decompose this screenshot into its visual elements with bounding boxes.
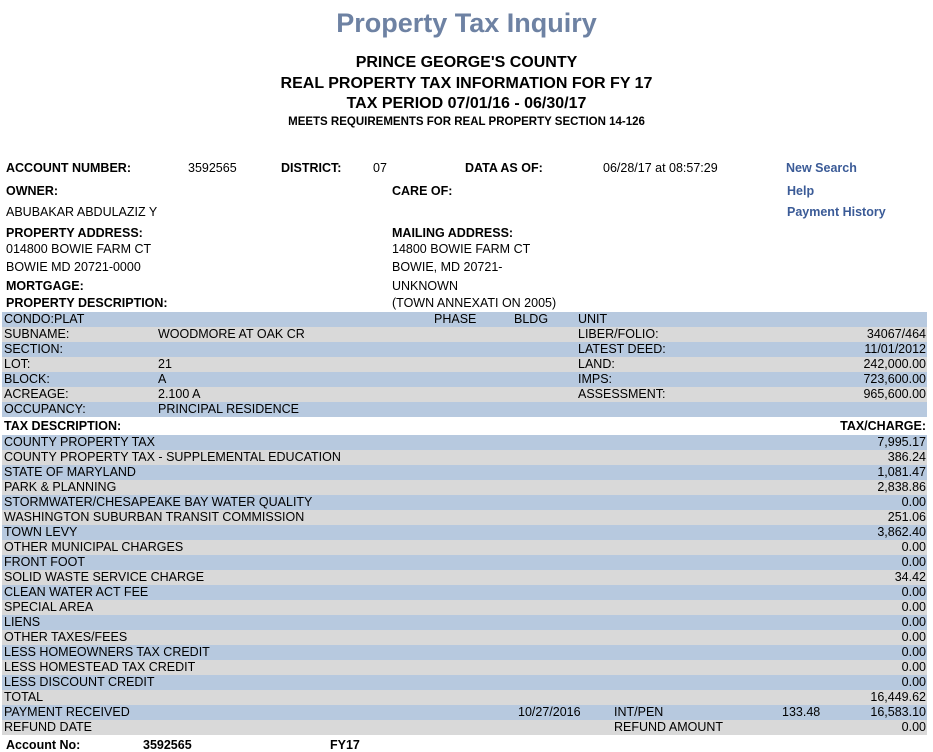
liber-folio-value: 34067/464 xyxy=(866,327,926,341)
tax-row-label: STORMWATER/CHESAPEAKE BAY WATER QUALITY xyxy=(4,495,313,509)
tax-row xyxy=(2,675,927,690)
tax-row xyxy=(2,435,927,450)
tax-row-label: OTHER MUNICIPAL CHARGES xyxy=(4,540,184,554)
mailing-address-line1: 14800 BOWIE FARM CT xyxy=(392,242,531,256)
acreage-row xyxy=(2,387,927,402)
tax-row-label: LESS HOMESTEAD TAX CREDIT xyxy=(4,660,196,674)
assessment-label: ASSESSMENT: xyxy=(578,387,666,401)
tax-row-label: LESS HOMEOWNERS TAX CREDIT xyxy=(4,645,210,659)
property-address-line1: 014800 BOWIE FARM CT xyxy=(6,242,152,256)
tax-row xyxy=(2,510,927,525)
info-heading: REAL PROPERTY TAX INFORMATION FOR FY 17 xyxy=(280,75,653,92)
mailing-address-line4: (TOWN ANNEXATI ON 2005) xyxy=(392,296,557,310)
tax-row-value: 7,995.17 xyxy=(877,435,926,449)
tax-row-value: 0.00 xyxy=(901,645,926,659)
tax-row-label: LESS DISCOUNT CREDIT xyxy=(4,675,155,689)
condo-plat-label: CONDO:PLAT xyxy=(4,312,85,326)
tax-row-value: 3,862.40 xyxy=(877,525,926,539)
condo-plat-row xyxy=(2,312,927,327)
mailing-address-line3: UNKNOWN xyxy=(392,279,458,293)
tax-row-label: COUNTY PROPERTY TAX xyxy=(4,435,155,449)
tax-row xyxy=(2,555,927,570)
bldg-label: BLDG xyxy=(514,312,549,326)
tax-row-value: 0.00 xyxy=(901,630,926,644)
occupancy-row xyxy=(2,402,927,417)
block-value: A xyxy=(158,372,167,386)
tax-row xyxy=(2,660,927,675)
owner-value: ABUBAKAR ABDULAZIZ Y xyxy=(6,205,158,219)
tax-row xyxy=(2,570,927,585)
int-pen-label: INT/PEN xyxy=(614,705,664,719)
district-value: 07 xyxy=(373,161,387,175)
period-heading: TAX PERIOD 07/01/16 - 06/30/17 xyxy=(346,95,587,112)
total-label: TOTAL xyxy=(4,690,44,704)
tax-description-header: TAX DESCRIPTION: xyxy=(4,419,122,433)
total-row xyxy=(2,690,927,705)
tax-row-label: FRONT FOOT xyxy=(4,555,86,569)
tax-row-value: 251.06 xyxy=(887,510,926,524)
latest-deed-value: 11/01/2012 xyxy=(864,342,926,356)
owner-label: OWNER: xyxy=(6,184,59,198)
refund-amount-value: 0.00 xyxy=(901,720,926,734)
payment-date: 10/27/2016 xyxy=(518,705,581,719)
tax-row-value: 0.00 xyxy=(901,600,926,614)
tax-row xyxy=(2,630,927,645)
tax-row-value: 0.00 xyxy=(901,585,926,599)
payment-row xyxy=(2,705,927,720)
int-pen-value: 133.48 xyxy=(782,705,821,719)
tax-row-label: LIENS xyxy=(4,615,41,629)
land-value: 242,000.00 xyxy=(863,357,926,371)
tax-row-label: OTHER TAXES/FEES xyxy=(4,630,128,644)
subname-row xyxy=(2,327,927,342)
phase-label: PHASE xyxy=(434,312,477,326)
tax-header-row xyxy=(2,419,927,434)
tax-row-label: COUNTY PROPERTY TAX - SUPPLEMENTAL EDUCATION xyxy=(4,450,341,464)
tax-row xyxy=(2,600,927,615)
property-description-label: PROPERTY DESCRIPTION: xyxy=(6,296,168,310)
tax-row-label: TOWN LEVY xyxy=(4,525,78,539)
subname-label: SUBNAME: xyxy=(4,327,70,341)
section-label: SECTION: xyxy=(4,342,64,356)
account-number-value: 3592565 xyxy=(188,161,237,175)
footer-account-label: Account No: xyxy=(6,738,81,752)
tax-row-label: SOLID WASTE SERVICE CHARGE xyxy=(4,570,205,584)
acreage-label: ACREAGE: xyxy=(4,387,69,401)
tax-row xyxy=(2,615,927,630)
unit-label: UNIT xyxy=(578,312,608,326)
tax-row xyxy=(2,645,927,660)
property-address-label: PROPERTY ADDRESS: xyxy=(6,226,143,240)
page-title: Property Tax Inquiry xyxy=(336,8,597,38)
footer-account-value: 3592565 xyxy=(143,738,192,752)
tax-charge-header: TAX/CHARGE: xyxy=(840,419,926,433)
tax-row-value: 0.00 xyxy=(901,540,926,554)
tax-row-label: SPECIAL AREA xyxy=(4,600,94,614)
footer-fy: FY17 xyxy=(330,738,360,752)
tax-row-value: 0.00 xyxy=(901,675,926,689)
tax-row xyxy=(2,540,927,555)
refund-amount-label: REFUND AMOUNT xyxy=(614,720,724,734)
payment-history-link[interactable]: Payment History xyxy=(787,205,886,219)
refund-date-label: REFUND DATE xyxy=(4,720,92,734)
assessment-value: 965,600.00 xyxy=(863,387,926,401)
tax-row-label: PARK & PLANNING xyxy=(4,480,117,494)
tax-row xyxy=(2,465,927,480)
payment-amount: 16,583.10 xyxy=(870,705,926,719)
imps-value: 723,600.00 xyxy=(863,372,926,386)
tax-row xyxy=(2,525,927,540)
requirements-heading: MEETS REQUIREMENTS FOR REAL PROPERTY SECTION 14-126 xyxy=(288,116,645,128)
tax-row xyxy=(2,450,927,465)
refund-row xyxy=(2,720,927,735)
tax-row-value: 2,838.86 xyxy=(877,480,926,494)
tax-row-value: 1,081.47 xyxy=(877,465,926,479)
tax-row xyxy=(2,585,927,600)
tax-row-label: STATE OF MARYLAND xyxy=(4,465,136,479)
tax-row-value: 34.42 xyxy=(894,570,926,584)
block-label: BLOCK: xyxy=(4,372,50,386)
mortgage-label: MORTGAGE: xyxy=(6,279,84,293)
help-link[interactable]: Help xyxy=(787,184,815,198)
tax-row xyxy=(2,495,927,510)
acreage-value: 2.100 A xyxy=(158,387,201,401)
data-as-of-label: DATA AS OF: xyxy=(465,161,543,175)
district-label: DISTRICT: xyxy=(281,161,342,175)
lot-value: 21 xyxy=(158,357,172,371)
section-row xyxy=(2,342,927,357)
latest-deed-label: LATEST DEED: xyxy=(578,342,666,356)
tax-row-label: CLEAN WATER ACT FEE xyxy=(4,585,149,599)
occupancy-value: PRINCIPAL RESIDENCE xyxy=(158,402,300,416)
block-row xyxy=(2,372,927,387)
mailing-address-label: MAILING ADDRESS: xyxy=(392,226,514,240)
property-address-line2: BOWIE MD 20721-0000 xyxy=(6,260,141,274)
liber-folio-label: LIBER/FOLIO: xyxy=(578,327,659,341)
payment-label: PAYMENT RECEIVED xyxy=(4,705,130,719)
care-of-label: CARE OF: xyxy=(392,184,453,198)
tax-row-label: WASHINGTON SUBURBAN TRANSIT COMMISSION xyxy=(4,510,305,524)
lot-row xyxy=(2,357,927,372)
data-as-of-value: 06/28/17 at 08:57:29 xyxy=(603,161,718,175)
lot-label: LOT: xyxy=(4,357,31,371)
tax-row-value: 386.24 xyxy=(887,450,926,464)
county-heading: PRINCE GEORGE'S COUNTY xyxy=(355,54,578,71)
account-number-label: ACCOUNT NUMBER: xyxy=(6,161,131,175)
mailing-address-line2: BOWIE, MD 20721- xyxy=(392,260,503,274)
imps-label: IMPS: xyxy=(578,372,613,386)
tax-row-value: 0.00 xyxy=(901,495,926,509)
total-value: 16,449.62 xyxy=(870,690,926,704)
occupancy-label: OCCUPANCY: xyxy=(4,402,86,416)
new-search-link[interactable]: New Search xyxy=(786,161,857,175)
land-label: LAND: xyxy=(578,357,615,371)
subname-value: WOODMORE AT OAK CR xyxy=(158,327,305,341)
tax-row-value: 0.00 xyxy=(901,615,926,629)
tax-row-value: 0.00 xyxy=(901,555,926,569)
tax-row xyxy=(2,480,927,495)
tax-row-value: 0.00 xyxy=(901,660,926,674)
